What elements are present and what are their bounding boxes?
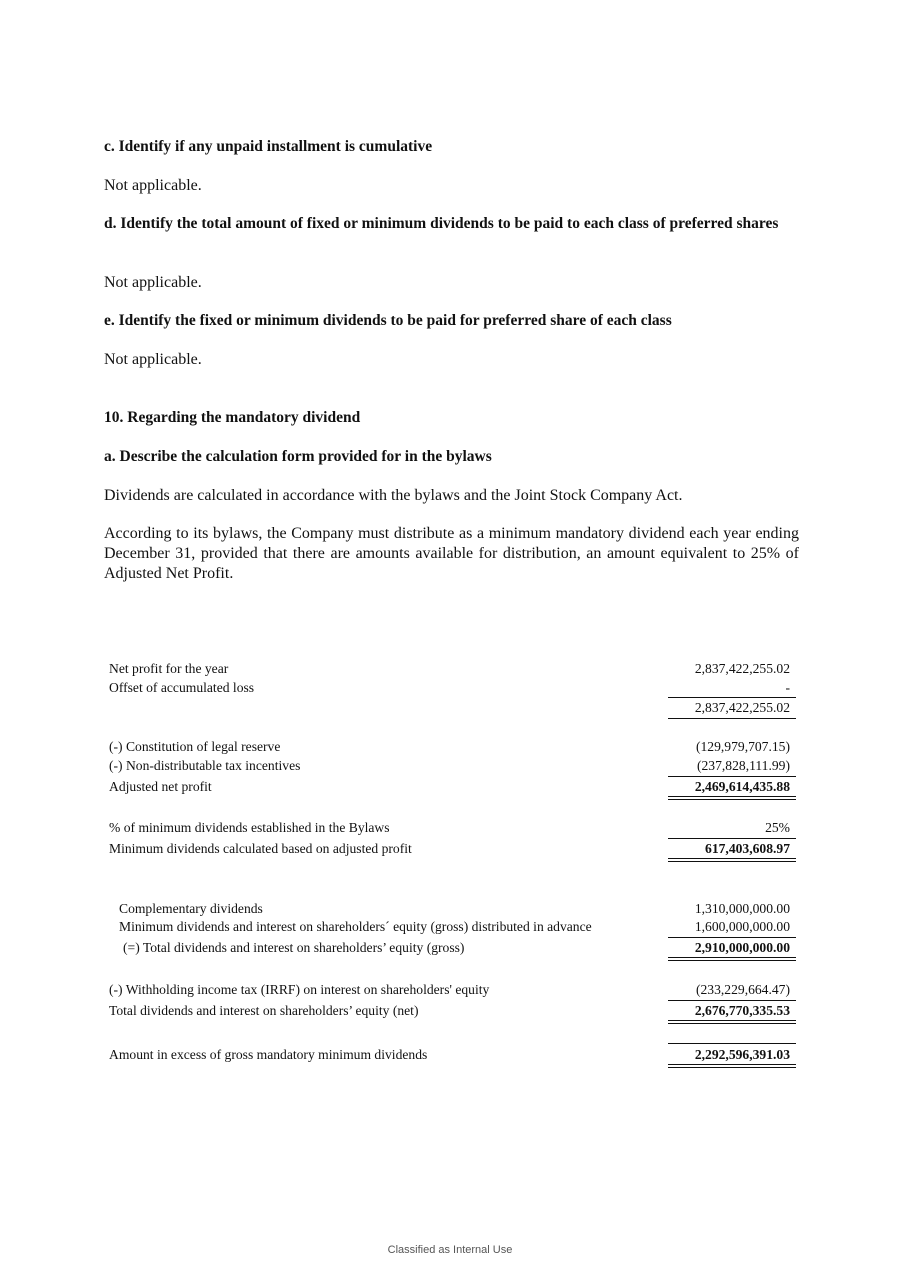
row-value: 2,469,614,435.88 [694, 779, 790, 794]
row-label: (-) Withholding income tax (IRRF) on interest on shareholders' equity [109, 982, 490, 997]
text-e: Not applicable. [104, 351, 202, 368]
row-value: 2,292,596,391.03 [694, 1047, 790, 1062]
table-row [0, 982, 900, 1001]
subtotal-rule [668, 937, 796, 938]
row-value: 25% [765, 820, 790, 835]
row-label: (=) Total dividends and interest on shareholders’ equity (gross) [123, 940, 465, 955]
subtotal-rule [668, 838, 796, 839]
row-label: Total dividends and interest on shareholders’ equity (net) [109, 1003, 419, 1018]
row-label: Complementary dividends [119, 901, 263, 916]
total-double-rule [668, 1064, 796, 1068]
subtotal-rule [668, 1000, 796, 1001]
text-d: Not applicable. [104, 274, 202, 291]
table-row [0, 739, 900, 758]
row-value: 1,600,000,000.00 [694, 919, 790, 934]
row-value: 2,676,770,335.53 [694, 1003, 790, 1018]
subtotal-rule [668, 718, 796, 719]
table-row [0, 919, 900, 938]
row-value: (129,979,707.15) [695, 739, 790, 754]
heading-e: e. Identify the fixed or minimum dividends to be paid for preferred share of each class [104, 312, 672, 329]
subtotal-rule [668, 1043, 796, 1044]
row-value: 2,910,000,000.00 [694, 940, 790, 955]
total-double-rule [668, 957, 796, 961]
table-row [0, 661, 900, 680]
row-value: 1,310,000,000.00 [694, 901, 790, 916]
row-label: Adjusted net profit [109, 779, 212, 794]
subtotal-rule [668, 776, 796, 777]
row-value: (237,828,111.99) [696, 758, 790, 773]
heading-section-10: 10. Regarding the mandatory dividend [104, 409, 361, 426]
row-label: Minimum dividends and interest on shareholders´ equity (gross) distributed in advance [119, 919, 592, 934]
text-c: Not applicable. [104, 177, 202, 194]
total-double-rule [668, 796, 796, 800]
row-label: Net profit for the year [109, 661, 229, 676]
row-label: Minimum dividends calculated based on adjusted profit [109, 841, 412, 856]
row-label: % of minimum dividends established in the Bylaws [109, 820, 390, 835]
subtotal-rule [668, 697, 796, 698]
table-row [0, 758, 900, 777]
table-row [0, 700, 900, 719]
heading-d: d. Identify the total amount of fixed or minimum dividends to be paid to each class of preferred shares [104, 215, 779, 232]
total-double-rule [668, 1020, 796, 1024]
row-value: 2,837,422,255.02 [694, 661, 790, 676]
row-value: (233,229,664.47) [695, 982, 790, 997]
heading-a: a. Describe the calculation form provided for in the bylaws [104, 448, 492, 465]
row-value: - [785, 680, 790, 695]
row-value: 2,837,422,255.02 [694, 700, 790, 715]
heading-c: c. Identify if any unpaid installment is cumulative [104, 138, 433, 155]
row-value: 617,403,608.97 [705, 841, 790, 856]
table-row [0, 820, 900, 839]
row-label: Amount in excess of gross mandatory minimum dividends [109, 1047, 428, 1062]
text-a-1: Dividends are calculated in accordance with the bylaws and the Joint Stock Company Act. [104, 487, 683, 504]
text-a-2: According to its bylaws, the Company must distribute as a minimum mandatory dividend each year ending December 31, provided that there are amounts available for distribution, an amount equivalent to 25% of Adjusted Net Profit. [104, 525, 799, 582]
table-row [0, 901, 900, 920]
classification-footer: Classified as Internal Use [387, 1244, 513, 1256]
total-double-rule [668, 858, 796, 862]
row-label: Offset of accumulated loss [109, 680, 255, 695]
row-label: (-) Non-distributable tax incentives [109, 758, 301, 773]
row-label: (-) Constitution of legal reserve [109, 739, 281, 754]
